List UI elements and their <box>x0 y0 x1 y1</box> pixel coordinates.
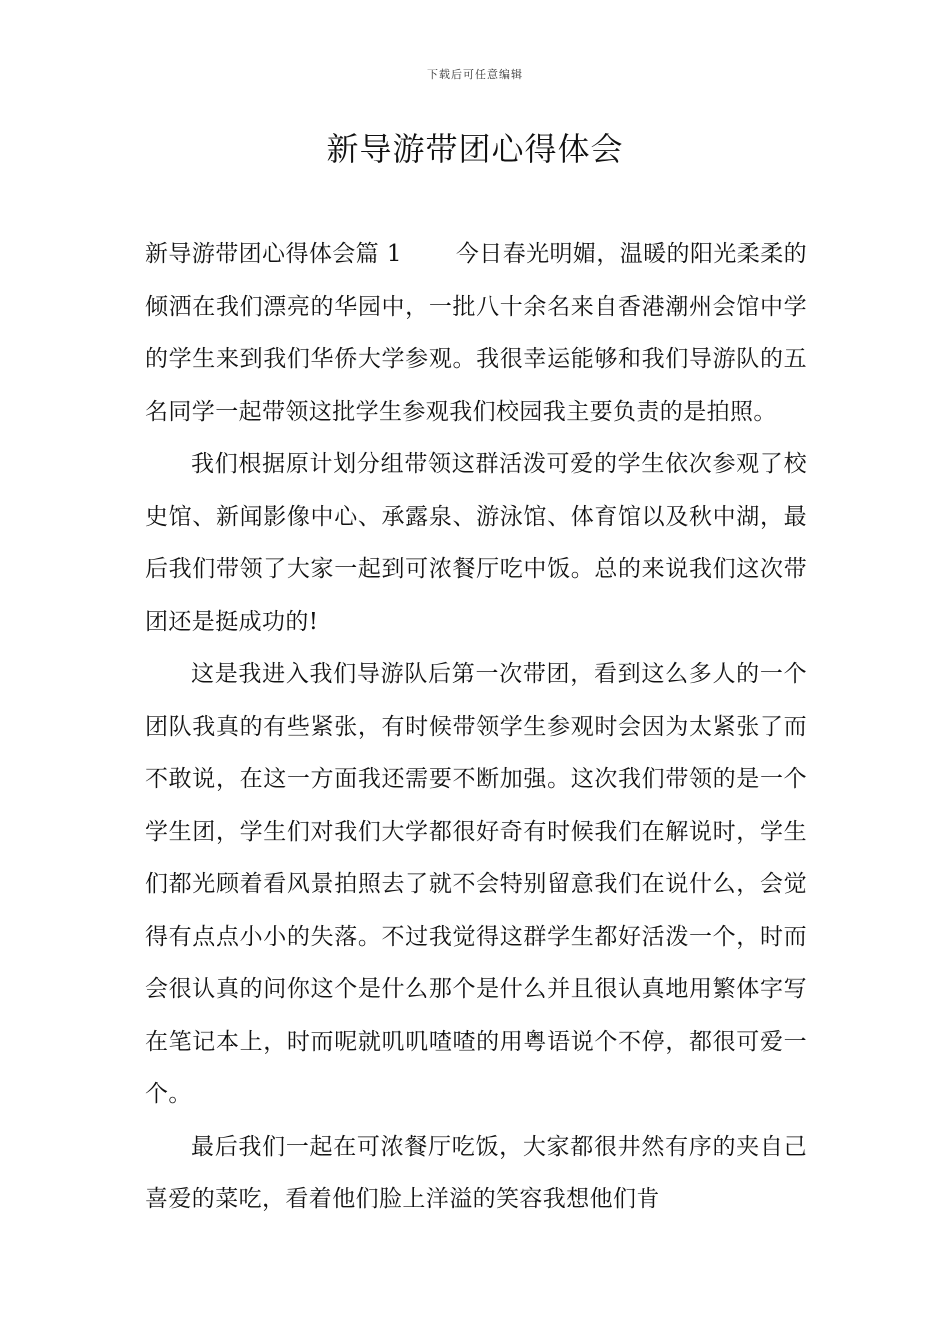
paragraph-3: 这是我进入我们导游队后第一次带团，看到这么多人的一个团队我真的有些紧张，有时候带领学生参观时会因为太紧张了而不敢说，在这一方面我还需要不断加强。这次我们带领的是一个学生团，学生们对我们大学都很好奇有时候我们在解说时，学生们都光顾着看风景拍照去了就不会特别留意我们在说什么，会觉得有点点小小的失落。不过我觉得这群学生都好活泼一个，时而会很认真的问你这个是什么那个是什么并且很认真地用繁体字写在笔记本上，时而呢就叽叽喳喳的用粤语说个不停，都很可爱一个。 <box>145 661 807 1107</box>
paragraph-1-text: 今日春光明媚，温暖的阳光柔柔的倾洒在我们漂亮的华园中，一批八十余名来自香港潮州会馆中学的学生来到我们华侨大学参观。我很幸运能够和我们导游队的五名同学一起带领这批学生参观我们校园我主要负责的是拍照。 <box>145 241 808 425</box>
section-label: 新导游带团心得体会篇 1 <box>145 241 402 267</box>
paragraph-1 <box>145 228 807 438</box>
paragraph-2: 我们根据原计划分组带领这群活泼可爱的学生依次参观了校史馆、新闻影像中心、承露泉、游泳馆、体育馆以及秋中湖，最后我们带领了大家一起到可浓餐厅吃中饭。总的来说我们这次带团还是挺成功的! <box>145 451 807 635</box>
document-body <box>145 228 807 1226</box>
paragraph-4: 最后我们一起在可浓餐厅吃饭，大家都很井然有序的夹自己喜爱的菜吃，看着他们脸上洋溢的笑容我想他们肯 <box>145 1133 807 1212</box>
document-title: 新导游带团心得体会 <box>326 130 624 168</box>
header-note: 下载后可任意编辑 <box>427 68 523 81</box>
